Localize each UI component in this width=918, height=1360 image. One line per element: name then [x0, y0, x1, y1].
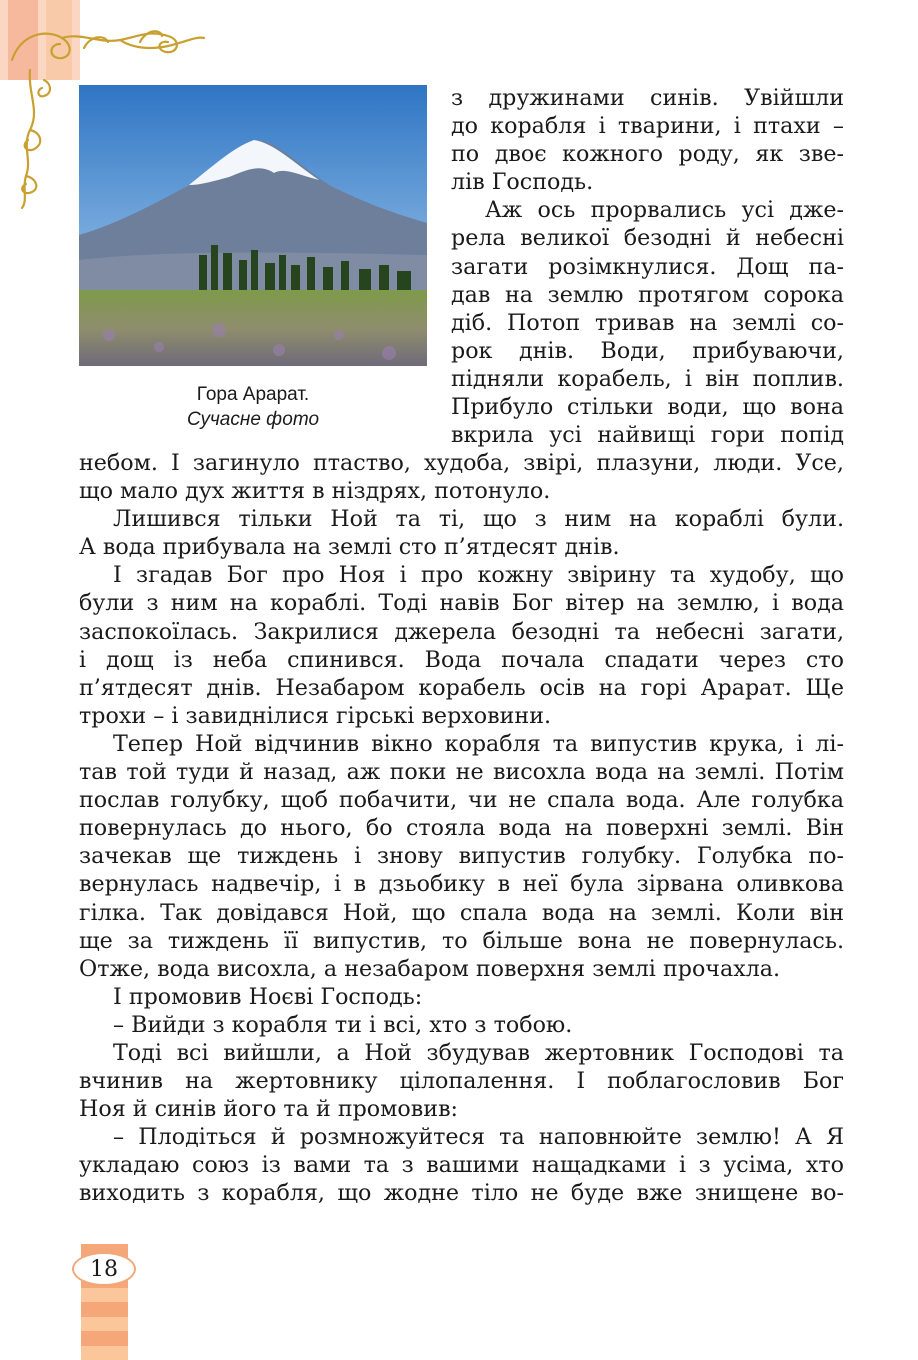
mount-ararat-photo	[79, 85, 427, 366]
text-line: дав на землю протягом сорока	[451, 281, 844, 308]
text-line: – Плодіться й розмножуйтеся та наповнюйте землю! А Я	[113, 1124, 844, 1151]
paragraph	[79, 1123, 844, 1207]
text-line: були з ним на кораблі. Тоді навів Бог вітер на землю, і вода	[79, 590, 844, 617]
paragraph	[79, 505, 844, 561]
paragraph	[79, 1039, 844, 1123]
paragraph	[79, 730, 844, 983]
text-line: підняли корабель, і він поплив.	[451, 365, 844, 392]
text-line: Аж ось прорвались усі дже-	[485, 197, 844, 224]
text-line: повернулась до нього, бо стояла вода на поверхні землі. Він	[79, 815, 844, 842]
text-line: рок днів. Води, прибуваючи,	[451, 337, 844, 364]
text-line: заспокоїлась. Закрилися джерела безодні та небесні загати,	[79, 618, 844, 645]
text-line: вернулась надвечір, і в дзьобику в неї була зірвана оливкова	[79, 871, 844, 898]
paragraph	[79, 983, 844, 1011]
text-line: діб. Потоп тривав на землі со-	[451, 309, 844, 336]
paragraph	[451, 196, 844, 449]
text-line: – Вийди з корабля ти і всі, хто з тобою.	[113, 1011, 573, 1038]
text-line: по двоє кожного роду, як зве-	[451, 141, 844, 168]
paragraph	[79, 1011, 844, 1039]
text-line: І згадав Бог про Ноя і про кожну звірину та худобу, що	[113, 562, 844, 589]
text-line: Прибуло стільки води, що вона	[451, 394, 844, 421]
text-line: загати розімкнулися. Дощ па-	[451, 253, 844, 280]
photo-caption	[79, 382, 427, 432]
page-number: 18	[72, 1252, 136, 1286]
text-line: п’ятдесят днів. Незабаром корабель осів на горі Арарат. Ще	[79, 674, 844, 701]
caption-subtitle: Сучасне фото	[186, 409, 320, 430]
text-line: вчинив на жертовнику цілопалення. І поблагословив Бог	[79, 1068, 844, 1095]
paragraph	[79, 561, 844, 730]
text-line: небом. І загинуло птаство, худоба, звірі, плазуни, люди. Усе,	[79, 450, 844, 476]
text-line: вкрила усі найвищі гори попід	[451, 422, 844, 449]
text-line: Лишився тільки Ной та ті, що з ним на кораблі були.	[113, 506, 844, 533]
text-line: і дощ із неба спинився. Вода почала спадати через сто	[79, 646, 844, 673]
text-line: лів Господь.	[451, 169, 594, 196]
text-line: рела великої безодні й небесні	[451, 225, 844, 252]
text-line: Отже, вода висохла, а незабаром поверхня землі прочахла.	[79, 955, 781, 982]
text-line: Тепер Ной відчинив вікно корабля та випустив крука, і лі-	[113, 730, 844, 757]
text-line: до корабля і тварини, і птахи –	[451, 113, 844, 140]
text-line: трохи – і завиднілися гірські верховини.	[79, 702, 552, 729]
text-line: з дружинами синів. Увійшли	[451, 85, 844, 111]
text-line: послав голубку, щоб побачити, чи не спала вода. Але голубка	[79, 787, 844, 814]
text-line: що мало дух життя в ніздрях, потонуло.	[79, 478, 551, 505]
text-line: І промовив Ноєві Господь:	[113, 983, 423, 1010]
text-line: Ноя й синів його та й промовив:	[79, 1096, 459, 1123]
text-line: тав той туди й назад, аж поки не висохла вода на землі. Потім	[79, 759, 844, 786]
text-line: виходить з корабля, що жодне тіло не буде вже знищене во-	[79, 1180, 844, 1207]
text-line: зачекав ще тиждень і знову випустив голубку. Голубка по-	[79, 843, 844, 870]
caption-title: Гора Арарат.	[196, 384, 310, 405]
text-line: ще за тиждень її випустив, то більше вона не повернулась.	[79, 927, 844, 954]
paragraph	[79, 449, 844, 505]
text-line: Тоді всі вийшли, а Ной збудував жертовник Господові та	[113, 1039, 844, 1066]
text-line: А вода прибувала на землі сто п’ятдесят днів.	[79, 534, 620, 561]
right-column-text	[451, 84, 844, 449]
body-text	[79, 449, 844, 1208]
text-line: гілка. Так довідався Ной, що спала вода на землі. Коли він	[79, 899, 844, 926]
paragraph	[451, 84, 844, 196]
text-line: укладаю союз із вами та з вашими нащадками і з усіма, хто	[79, 1152, 844, 1179]
